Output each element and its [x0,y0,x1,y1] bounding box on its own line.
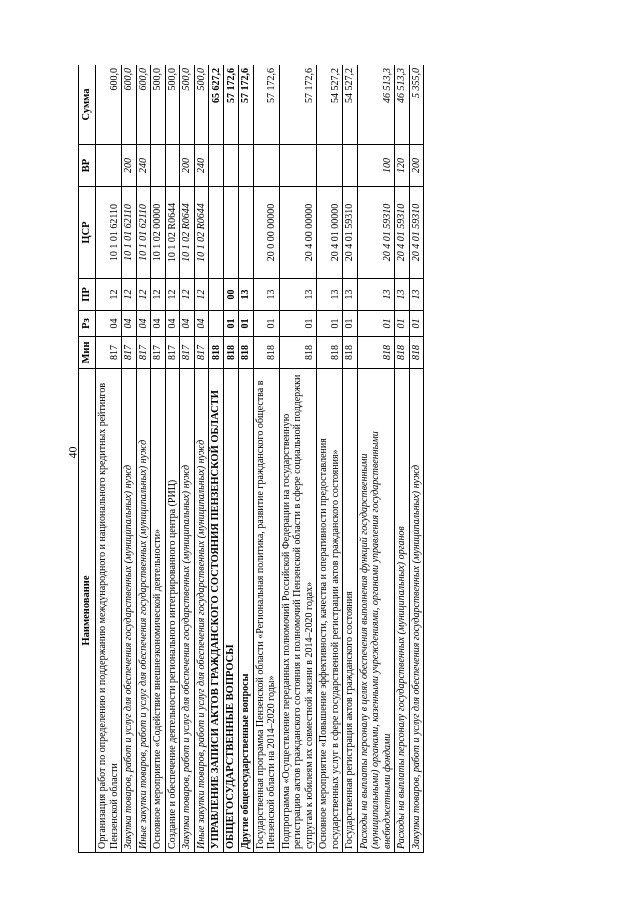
cell-csr: 10 1 02 R0644 [180,187,195,279]
cell-min: 817 [96,337,122,369]
cell-vr [224,145,239,187]
cell-pr: 12 [136,279,151,311]
cell-rz: 04 [136,311,151,337]
cell-rz: 04 [122,311,137,337]
cell-min: 817 [194,337,209,369]
cell-pr: 13 [279,279,317,311]
cell-rz: 01 [239,311,254,337]
cell-csr: 10 1 02 R0644 [194,187,209,279]
table-body [96,65,424,853]
cell-rz: 04 [180,311,195,337]
cell-rz: 01 [395,311,410,337]
cell-name: Расходы на выплаты персоналу государственных (муниципальных) органов [395,369,410,853]
table-header-row [79,65,96,853]
cell-sum: 500,0 [165,65,180,145]
cell-min: 818 [343,337,358,369]
cell-vr: 100 [357,145,395,187]
table-row [180,65,195,853]
header-sum: Сумма [79,65,96,145]
cell-rz: 04 [194,311,209,337]
header-vr: ВР [79,145,96,187]
cell-name: Расходы на выплаты персоналу в целях обеспечения выполнения функций государственными (муниципальными) органами, казенными учреждениями, органами управления государственными внебюджетными фондами [357,369,395,853]
cell-sum: 600,0 [122,65,137,145]
cell-name: ОБЩЕГОСУДАРСТВЕННЫЕ ВОПРОСЫ [224,369,239,853]
table-row [343,65,358,853]
cell-vr [239,145,254,187]
cell-min: 817 [151,337,166,369]
cell-pr: 12 [122,279,137,311]
cell-vr [96,145,122,187]
cell-name: Другие общегосударственные вопросы [239,369,254,853]
cell-sum: 500,0 [180,65,195,145]
table-row [395,65,410,853]
cell-csr: 20 4 01 59310 [395,187,410,279]
cell-pr: 12 [180,279,195,311]
cell-csr: 10 1 01 62110 [136,187,151,279]
header-rz: Рз [79,311,96,337]
cell-name: Государственная программа Пензенской области «Региональная политика, развитие гражданского общества в Пензенской области на 2014–2020 годы» [253,369,279,853]
cell-vr [209,145,224,187]
cell-min: 817 [180,337,195,369]
cell-csr [239,187,254,279]
cell-rz [209,311,224,337]
cell-vr: 240 [194,145,209,187]
header-pr: ПР [79,279,96,311]
cell-csr: 10 1 02 00000 [151,187,166,279]
cell-rz: 01 [343,311,358,337]
cell-name: Подпрограмма «Осуществление переданных полномочий Российской Федерации на государственную регистрацию актов гражданского состояния и полномочий Пензенской области в сфере социальной поддержки супругам к юбилеям их совместной жизни в 2014–2020 годах» [279,369,317,853]
cell-min: 818 [224,337,239,369]
cell-name: Иные закупки товаров, работ и услуг для обеспечения государственных (муниципальных) нужд [194,369,209,853]
cell-name: Закупка товаров, работ и услуг для обеспечения государственных (муниципальных) нужд [409,369,424,853]
cell-sum: 46 513,3 [395,65,410,145]
cell-name: Основное мероприятие «Повышение эффективности, качества и оперативности предоставления государственных услуг в сфере государственной регистрации актов гражданского состояния» [317,369,343,853]
cell-csr: 10 1 02 R0644 [165,187,180,279]
cell-vr [279,145,317,187]
cell-sum: 65 627,2 [209,65,224,145]
cell-min: 817 [136,337,151,369]
cell-min: 818 [279,337,317,369]
cell-rz: 01 [409,311,424,337]
table-row [136,65,151,853]
cell-rz: 04 [165,311,180,337]
cell-name: Создание и обеспечение деятельности регионального интегрированного центра (РИЦ) [165,369,180,853]
page-number: 40 [65,446,80,459]
cell-rz: 01 [279,311,317,337]
table-row [317,65,343,853]
cell-pr: 13 [409,279,424,311]
cell-csr: 20 4 01 00000 [317,187,343,279]
header-min: Мин [79,337,96,369]
cell-min: 818 [317,337,343,369]
cell-vr [165,145,180,187]
rotated-page-content [78,65,578,853]
cell-sum: 57 172,6 [239,65,254,145]
table-row [253,65,279,853]
cell-vr: 200 [409,145,424,187]
table-row [194,65,209,853]
cell-pr: 00 [224,279,239,311]
header-name: Наименование [79,369,96,853]
table-row [279,65,317,853]
cell-vr [151,145,166,187]
budget-table [78,65,424,853]
cell-vr [253,145,279,187]
cell-sum: 5 355,0 [409,65,424,145]
cell-rz: 04 [96,311,122,337]
cell-min: 817 [122,337,137,369]
table-row [151,65,166,853]
cell-csr [209,187,224,279]
cell-pr: 12 [165,279,180,311]
table-row [122,65,137,853]
cell-csr: 10 1 01 62110 [96,187,122,279]
cell-pr: 13 [239,279,254,311]
cell-vr: 120 [395,145,410,187]
cell-sum: 500,0 [194,65,209,145]
cell-csr: 20 0 00 00000 [253,187,279,279]
cell-vr [343,145,358,187]
cell-pr: 13 [343,279,358,311]
cell-vr: 200 [180,145,195,187]
cell-rz: 01 [224,311,239,337]
cell-csr: 10 1 01 62110 [122,187,137,279]
cell-sum: 57 172,6 [279,65,317,145]
cell-pr [209,279,224,311]
table-row [165,65,180,853]
budget-table-frame [78,65,578,853]
cell-csr [224,187,239,279]
cell-name: Организация работ по определению и поддержанию международного и национального кредитных рейтингов Пензенской области [96,369,122,853]
cell-min: 818 [239,337,254,369]
cell-sum: 600,0 [96,65,122,145]
cell-name: Основное мероприятие «Содействие внешнеэкономической деятельности» [151,369,166,853]
cell-sum: 54 527,2 [317,65,343,145]
cell-vr: 200 [122,145,137,187]
cell-pr: 13 [253,279,279,311]
cell-csr: 20 4 01 59310 [357,187,395,279]
cell-sum: 500,0 [151,65,166,145]
cell-min: 817 [165,337,180,369]
table-row [209,65,224,853]
table-row [224,65,239,853]
table-row [409,65,424,853]
cell-pr: 12 [151,279,166,311]
cell-sum: 600,0 [136,65,151,145]
cell-pr: 13 [317,279,343,311]
cell-vr: 240 [136,145,151,187]
cell-rz: 01 [357,311,395,337]
cell-csr: 20 4 01 59310 [409,187,424,279]
cell-sum: 57 172,6 [253,65,279,145]
cell-sum: 54 527,2 [343,65,358,145]
cell-name: УПРАВЛЕНИЕ ЗАПИСИ АКТОВ ГРАЖДАНСКОГО СОСТОЯНИЯ ПЕНЗЕНСКОЙ ОБЛАСТИ [209,369,224,853]
table-row [96,65,122,853]
header-csr: ЦСР [79,187,96,279]
cell-name: Закупка товаров, работ и услуг для обеспечения государственных (муниципальных) нужд [122,369,137,853]
cell-sum: 57 172,6 [224,65,239,145]
table-row [239,65,254,853]
cell-csr: 20 4 01 59310 [343,187,358,279]
cell-pr: 12 [194,279,209,311]
table-row [357,65,395,853]
cell-min: 818 [357,337,395,369]
cell-pr: 13 [395,279,410,311]
cell-name: Иные закупки товаров, работ и услуг для обеспечения государственных (муниципальных) нужд [136,369,151,853]
cell-sum: 46 513,3 [357,65,395,145]
cell-rz: 01 [317,311,343,337]
cell-vr [317,145,343,187]
cell-min: 818 [209,337,224,369]
cell-name: Закупка товаров, работ и услуг для обеспечения государственных (муниципальных) нужд [180,369,195,853]
cell-csr: 20 4 00 00000 [279,187,317,279]
cell-rz: 01 [253,311,279,337]
cell-min: 818 [395,337,410,369]
cell-pr: 13 [357,279,395,311]
cell-rz: 04 [151,311,166,337]
cell-min: 818 [253,337,279,369]
cell-pr: 12 [96,279,122,311]
cell-min: 818 [409,337,424,369]
cell-name: Государственная регистрация актов гражданского состояния [343,369,358,853]
